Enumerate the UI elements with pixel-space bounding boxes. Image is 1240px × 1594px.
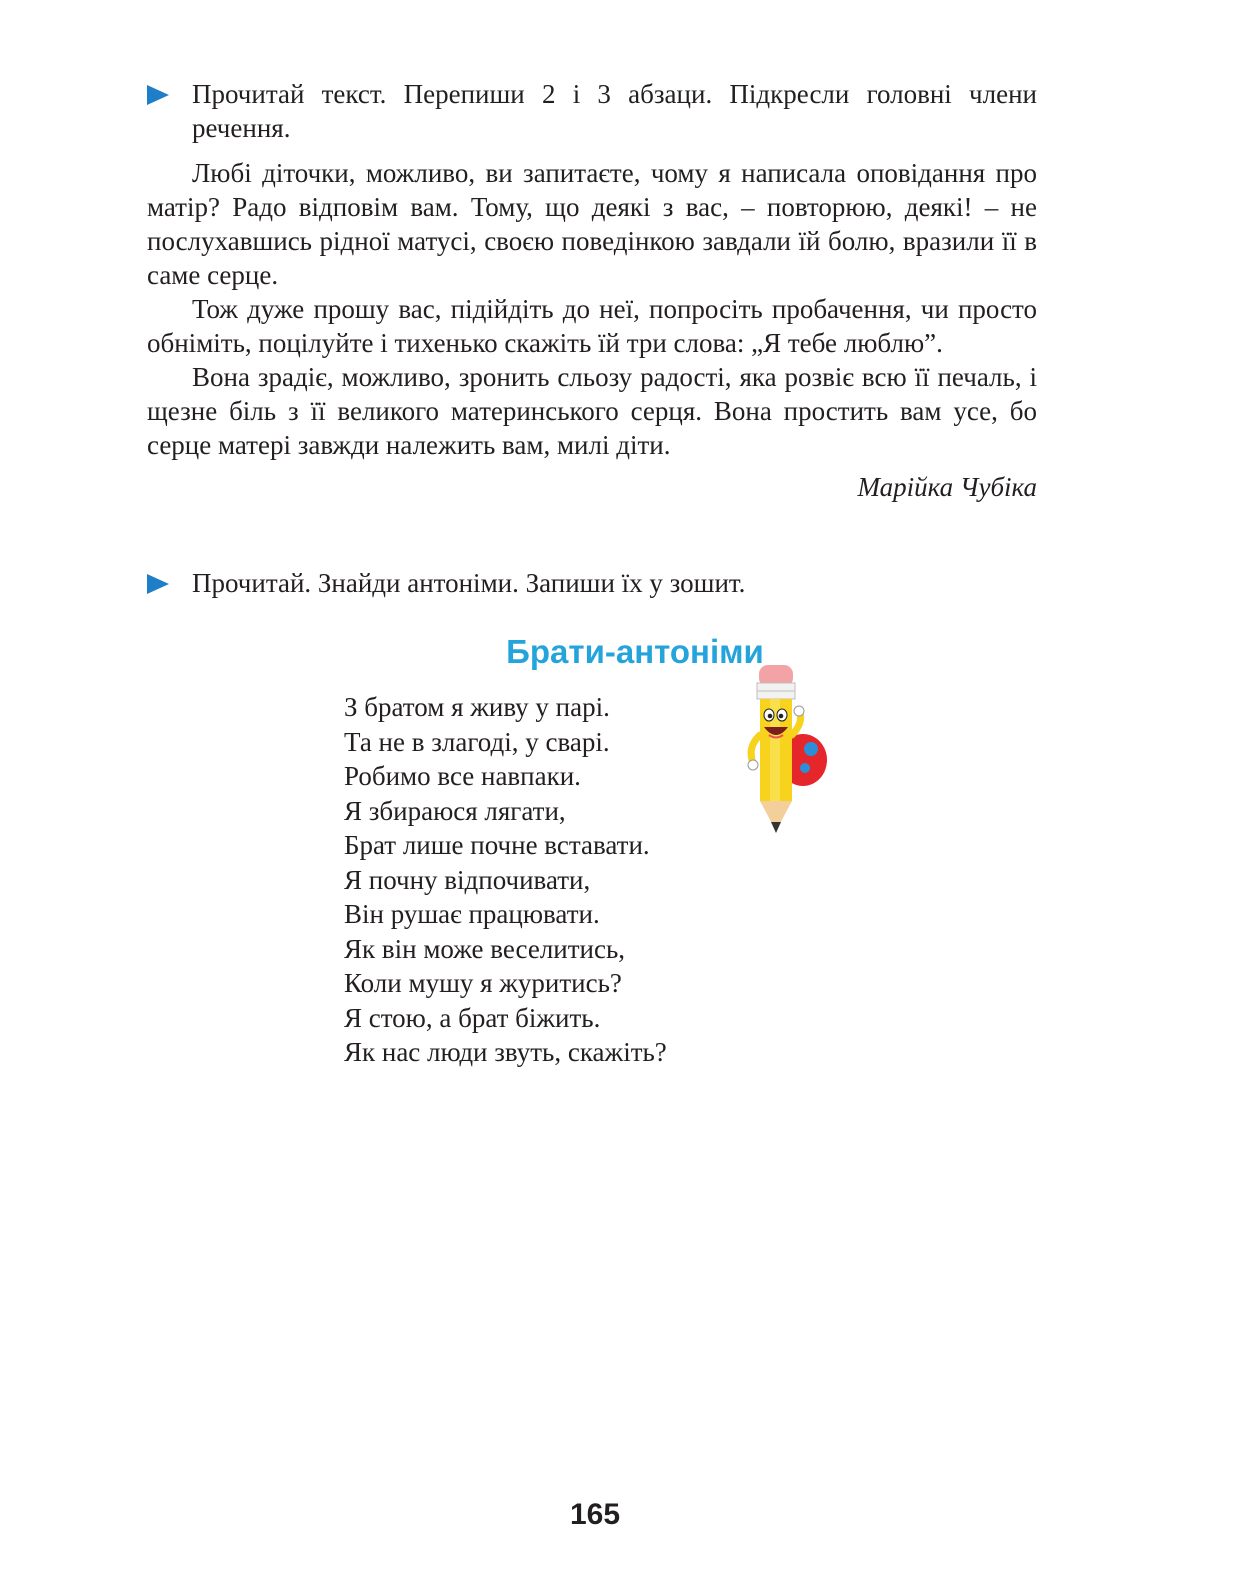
poem-body <box>344 690 667 1070</box>
poem-line: Брат лише почне вставати. <box>344 830 650 860</box>
story-paragraph: Любі діточки, можливо, ви запитаєте, чому я написала оповідання про матір? Радо відповім вам. Тому, що деякі з вас, – повторюю, деякі! – не послухавшись рідної матусі, своєю поведінкою завдали їй болю, вразили її в саме серце. <box>147 158 1037 290</box>
task-instruction-text: Прочитай. Знайди антоніми. Запиши їх у зошит. <box>192 568 746 598</box>
poem-line: Я стою, а брат біжить. <box>344 1002 601 1033</box>
task-instruction-1 <box>147 77 1037 145</box>
poem-title: Брати-антоніми <box>506 633 764 670</box>
poem-line: Коли мушу я журитись? <box>344 968 622 998</box>
poem-line: Я збираюся лягати, <box>344 795 566 826</box>
poem-line: З братом я живу у парі. <box>344 692 610 722</box>
play-triangle-icon <box>147 85 169 105</box>
page-number: 165 <box>569 1498 621 1531</box>
story-text <box>147 156 1037 462</box>
story-paragraph: Тож дуже прошу вас, підійдіть до неї, попросіть пробачення, чи просто обніміть, поцілуйте і тихенько скажіть їй три слова: „Я тебе люблю”. <box>147 294 1037 358</box>
poem-line: Як нас люди звуть, скажіть? <box>344 1037 667 1067</box>
poem-line: Він рушає працювати. <box>344 899 600 929</box>
story-author: Марійка Чубіка <box>857 472 1037 502</box>
task-instruction-text: Прочитай текст. Перепиши 2 і 3 абзаци. Підкресли головні члени речення. <box>192 79 1037 143</box>
story-paragraph: Вона зрадіє, можливо, зронить сльозу радості, яка розвіє всю її печаль, і щезне біль з її великого материнського серця. Вона простить вам усе, бо серце матері завжди належить вам, милі діти. <box>147 362 1037 460</box>
poem-line: Та не в злагоді, у сварі. <box>344 726 610 757</box>
task-instruction-2 <box>147 566 1037 600</box>
poem-line: Я почну відпочивати, <box>344 864 591 895</box>
play-triangle-icon <box>147 574 169 594</box>
poem-line: Як він може веселитись, <box>344 933 626 964</box>
cartoon-pencil-icon <box>745 665 830 845</box>
poem-line: Робимо все навпаки. <box>344 761 581 791</box>
